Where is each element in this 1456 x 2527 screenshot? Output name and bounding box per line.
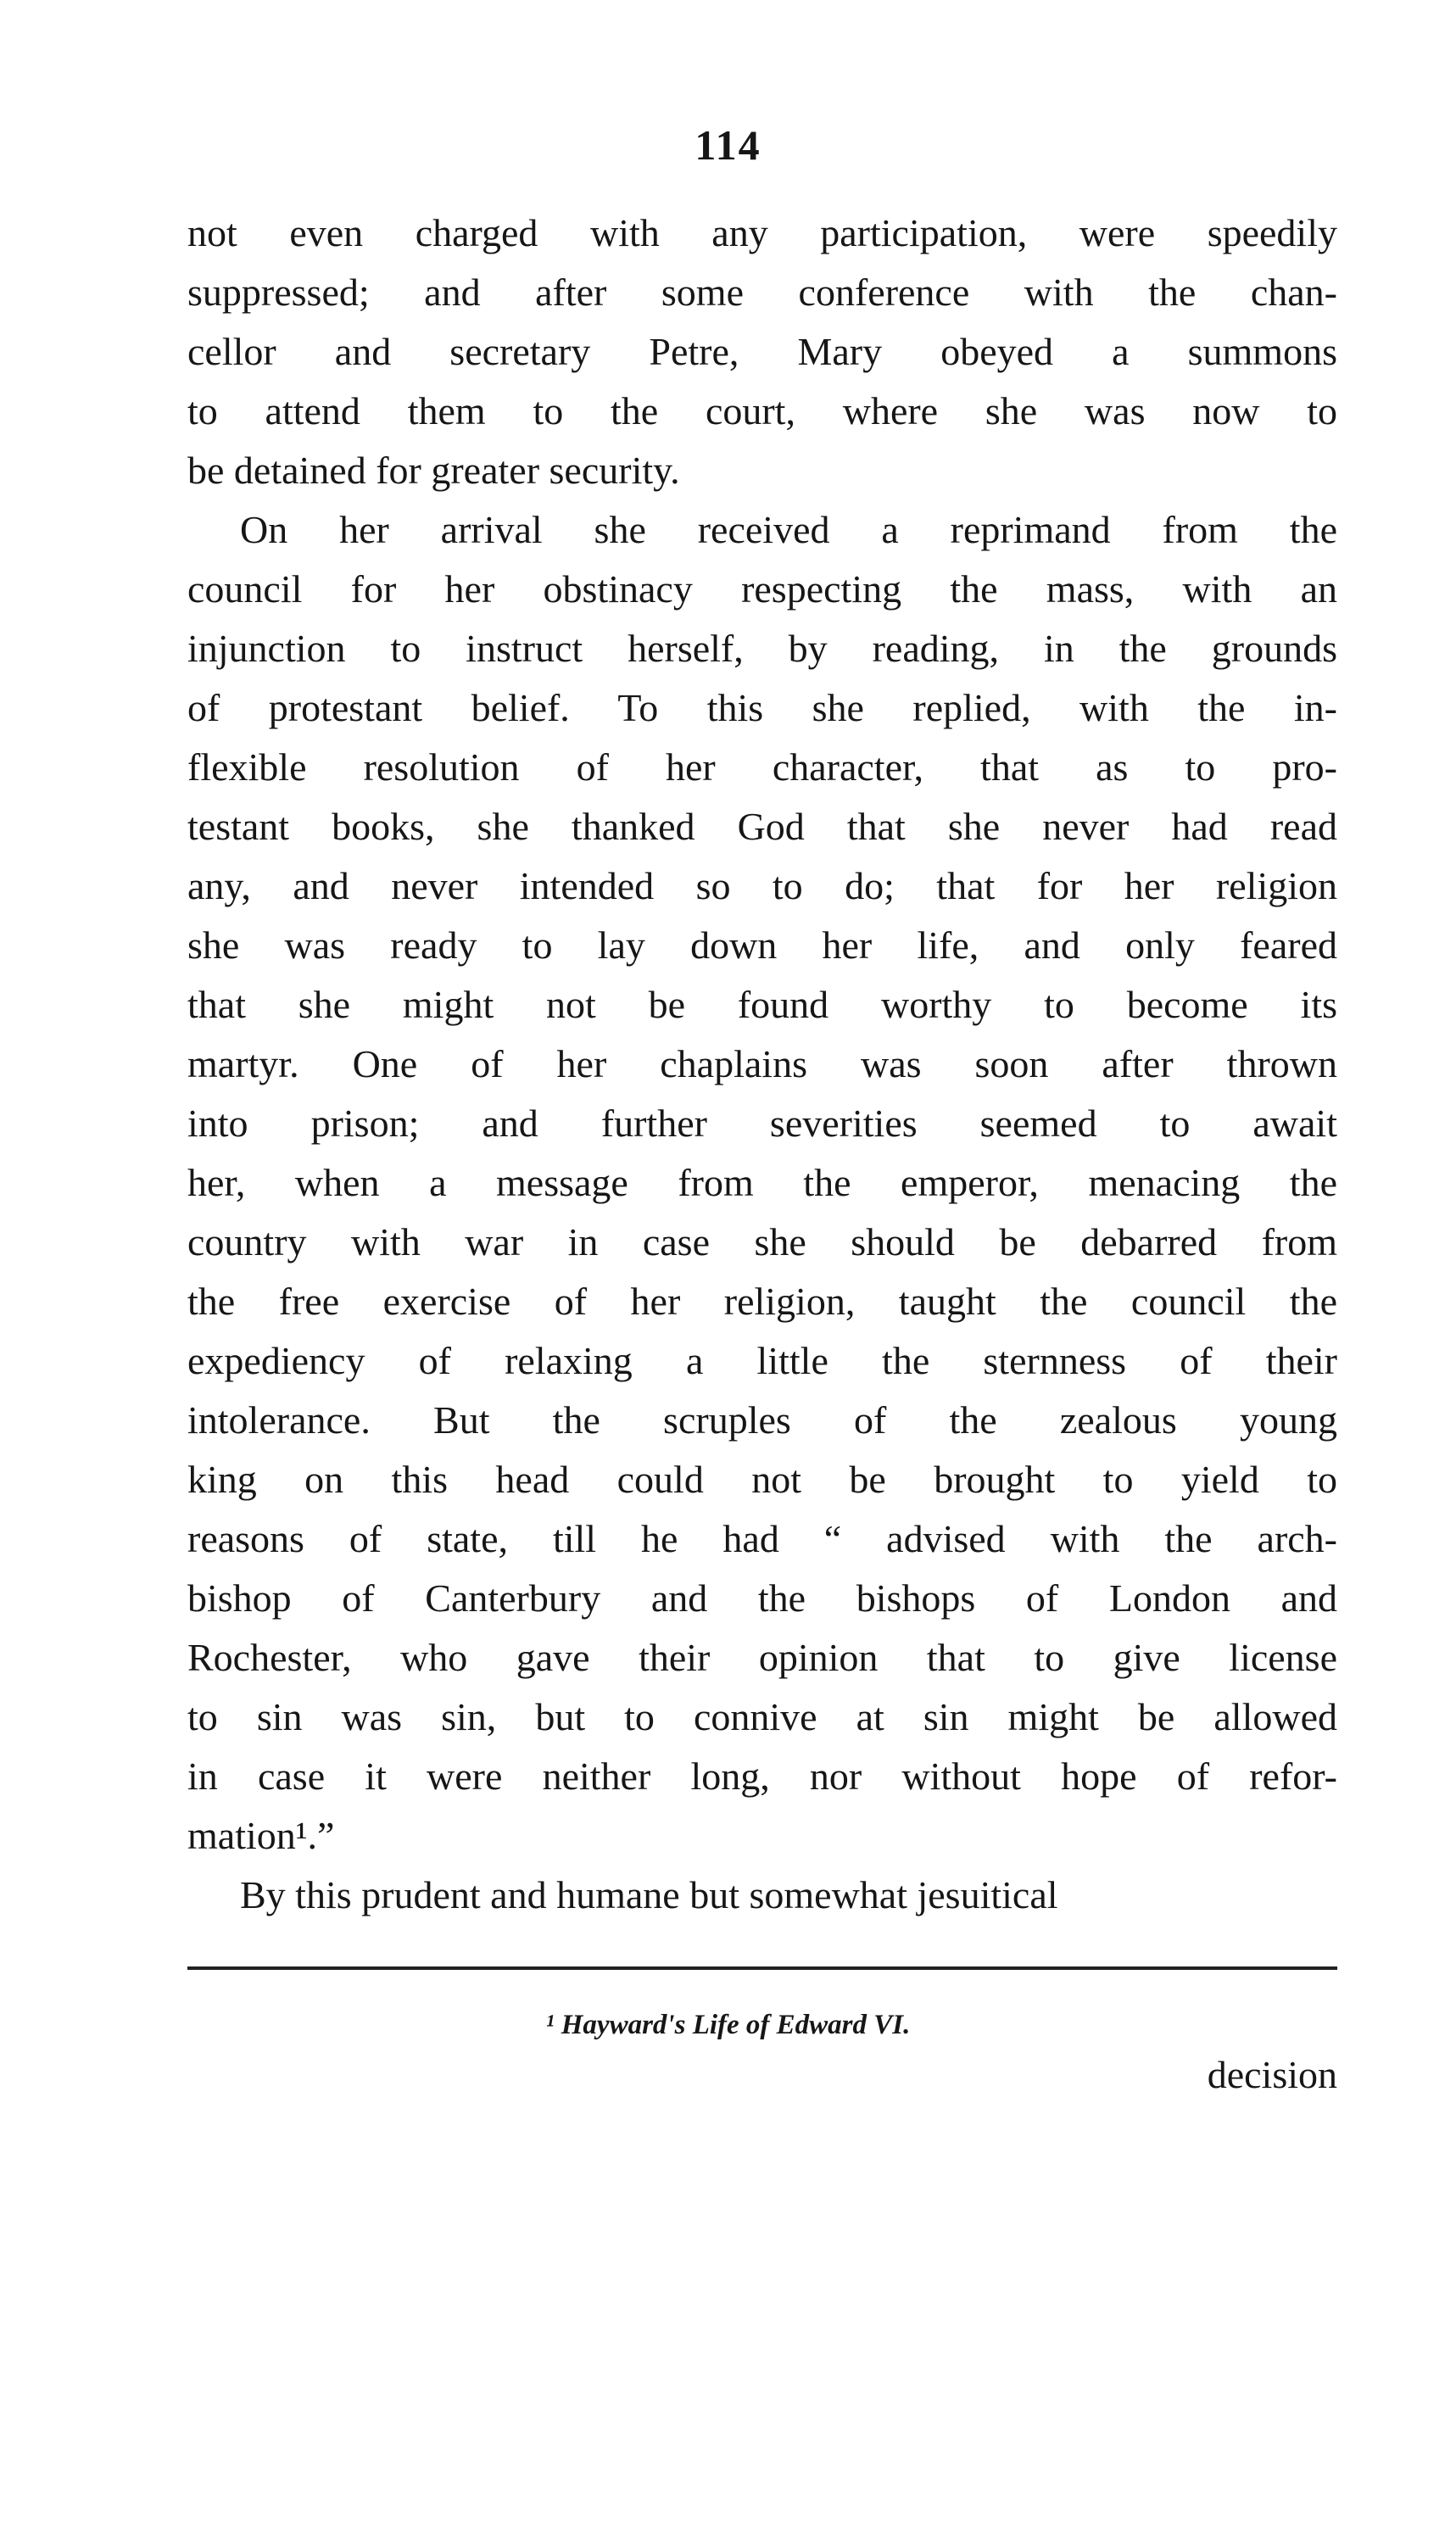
text-line: her, when a message from the emperor, menacing the xyxy=(187,1161,1337,1204)
text-line: be detained for greater security. xyxy=(187,449,680,492)
text-line: of protestant belief. To this she replied, with the in- xyxy=(187,686,1337,729)
text-line: martyr. One of her chaplains was soon after thrown xyxy=(187,1042,1337,1085)
text-line: suppressed; and after some conference with the chan- xyxy=(187,271,1337,314)
text-line: in case it were neither long, nor without hope of refor- xyxy=(187,1754,1337,1798)
text-line: the free exercise of her religion, taught the council the xyxy=(187,1280,1337,1323)
text-line: cellor and secretary Petre, Mary obeyed a summons xyxy=(187,330,1337,373)
footnote-divider xyxy=(187,1966,1337,1970)
text-line: country with war in case she should be debarred from xyxy=(187,1220,1337,1264)
text-line: mation¹.” xyxy=(187,1814,335,1857)
text-line: that she might not be found worthy to become its xyxy=(187,983,1337,1026)
text-line: testant books, she thanked God that she never had read xyxy=(187,805,1337,848)
body-text xyxy=(187,204,1337,1925)
text-line: council for her obstinacy respecting the mass, with an xyxy=(187,567,1337,611)
text-line: king on this head could not be brought to yield to xyxy=(187,1458,1337,1501)
text-line: any, and never intended so to do; that for her religion xyxy=(187,864,1337,907)
text-line: On her arrival she received a reprimand from the xyxy=(240,508,1337,551)
text-line: reasons of state, till he had “ advised with the arch- xyxy=(187,1517,1337,1560)
text-line: into prison; and further severities seemed to await xyxy=(187,1102,1337,1145)
text-line: intolerance. But the scruples of the zealous young xyxy=(187,1398,1337,1442)
text-line: bishop of Canterbury and the bishops of London and xyxy=(187,1576,1337,1620)
footnote: ¹ Hayward's Life of Edward VI. xyxy=(545,2010,911,2040)
text-line: expediency of relaxing a little the sternness of their xyxy=(187,1339,1337,1382)
text-line: By this prudent and humane but somewhat jesuitical xyxy=(240,1873,1058,1916)
text-line: not even charged with any participation, were speedily xyxy=(187,211,1337,254)
page-number: 114 xyxy=(695,121,761,169)
text-line: to sin was sin, but to connive at sin might be allowed xyxy=(187,1695,1337,1738)
text-line: flexible resolution of her character, that as to pro- xyxy=(187,745,1337,789)
text-line: she was ready to lay down her life, and only feared xyxy=(187,923,1337,967)
text-line: injunction to instruct herself, by reading, in the grounds xyxy=(187,627,1337,670)
text-line: Rochester, who gave their opinion that to give license xyxy=(187,1636,1337,1679)
text-line: to attend them to the court, where she was now to xyxy=(187,389,1337,432)
catchword: decision xyxy=(1207,2053,1337,2096)
